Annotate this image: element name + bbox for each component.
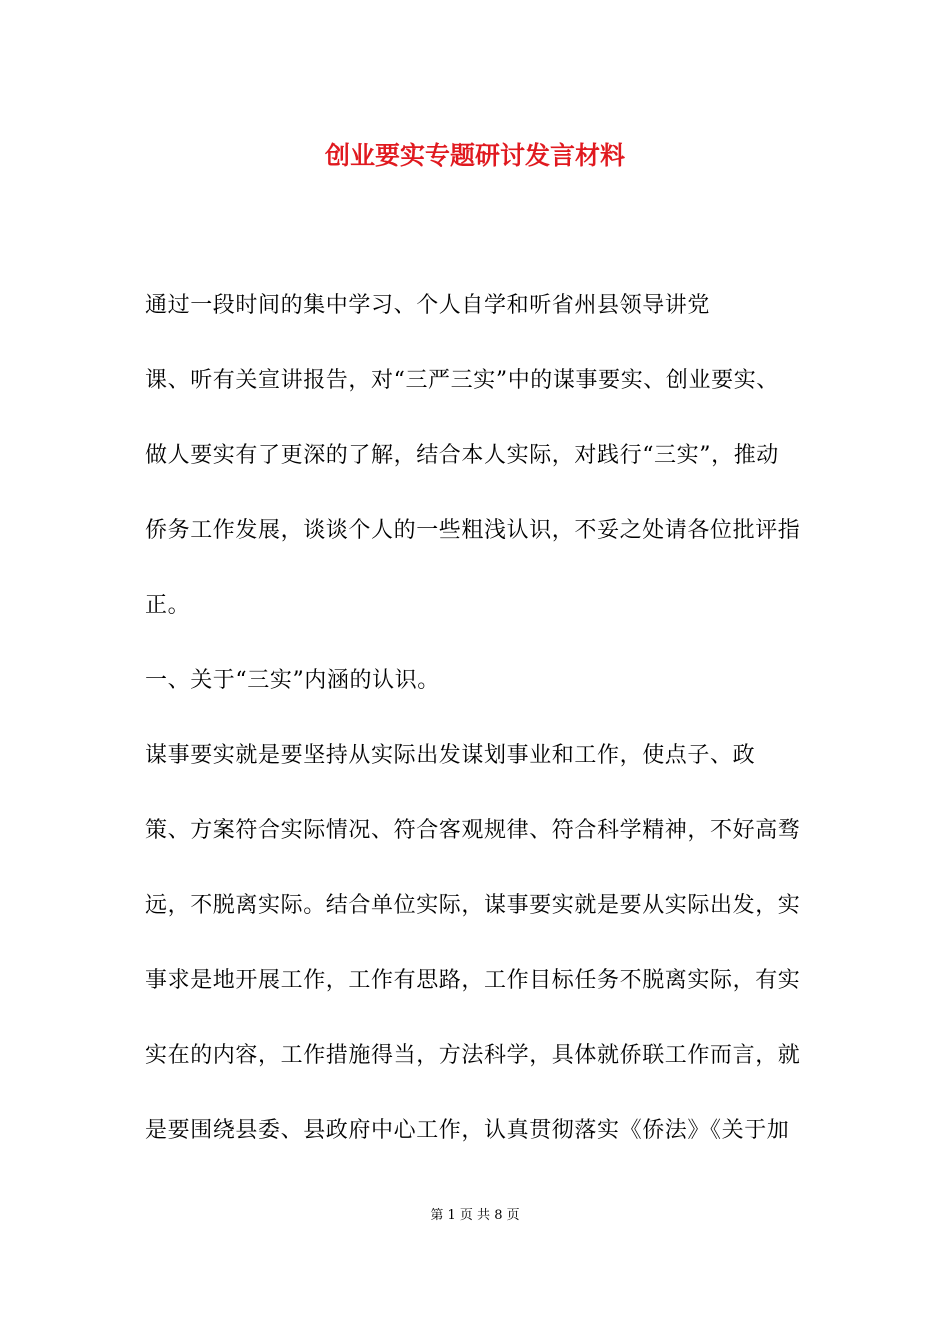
body-line: 实在的内容，工作措施得当，方法科学，具体就侨联工作而言，就 — [145, 1043, 801, 1068]
section-heading: 一、关于“三实”内涵的认识。 — [145, 668, 440, 693]
document-title: 创业要实专题研讨发言材料 — [324, 141, 625, 170]
body-line: 做人要实有了更深的了解，结合本人实际，对践行“三实”，推动 — [145, 443, 779, 468]
body-line: 是要围绕县委、县政府中心工作，认真贯彻落实《侨法》《关于加 — [145, 1118, 790, 1143]
page-number: 第 1 页 共 8 页 — [430, 1208, 520, 1223]
body-line: 课、听有关宣讲报告，对“三严三实”中的谋事要实、创业要实、 — [145, 368, 779, 393]
body-line: 远，不脱离实际。结合单位实际，谋事要实就是要从实际出发，实 — [145, 893, 801, 918]
body-line: 正。 — [145, 593, 191, 618]
body-line: 侨务工作发展，谈谈个人的一些粗浅认识，不妥之处请各位批评指 — [145, 518, 801, 543]
page-footer — [0, 1206, 950, 1226]
body-line: 事求是地开展工作，工作有思路，工作目标任务不脱离实际，有实 — [145, 968, 801, 993]
body-line: 通过一段时间的集中学习、个人自学和听省州县领导讲党 — [145, 293, 711, 318]
body-line: 谋事要实就是要坚持从实际出发谋划事业和工作，使点子、政 — [145, 743, 756, 768]
body-line: 策、方案符合实际情况、符合客观规律、符合科学精神，不好高骛 — [145, 818, 801, 843]
document-body — [145, 268, 810, 1168]
